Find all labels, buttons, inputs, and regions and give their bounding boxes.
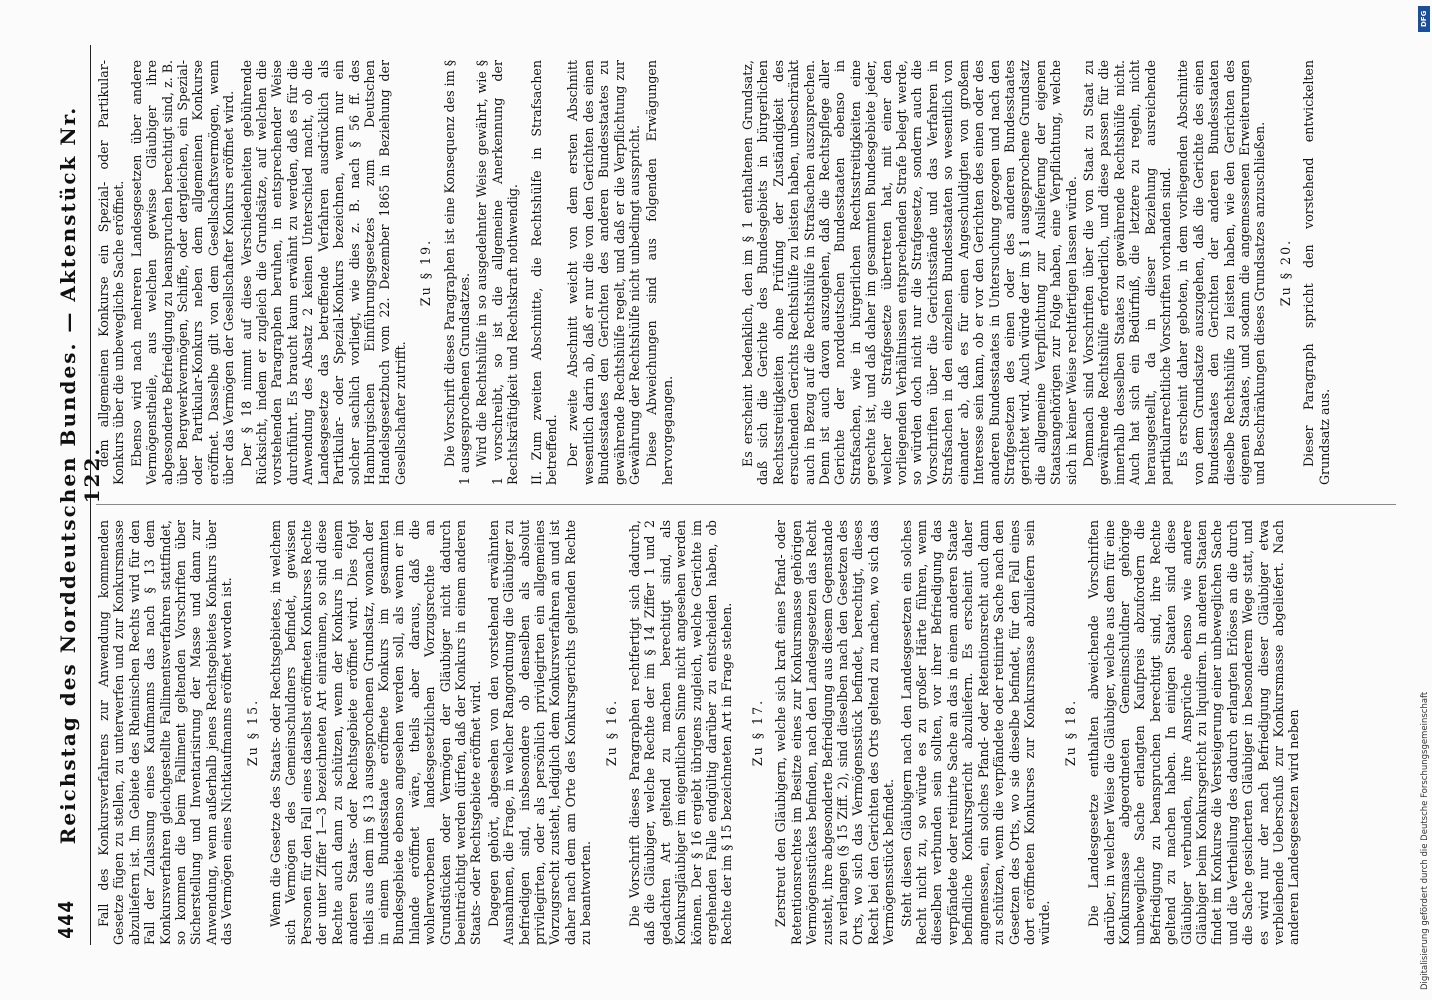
- right-column-lower: [740, 60, 1400, 485]
- paragraph: Zerstreut den Gläubigern, welche sich kraft eines Pfand- oder Retentionsrechtes im Besitze eines zur Konkursmasse gehörigen Vermögensstückes befinden, nach den Landesgesetzen das Recht zusteht, ihre abgesonderte Befriedigung aus diesem Gegenstande zu verlangen (§ 15 Ziff. 2), sind dieselben nach den Gesetzen des Orts, wo sich das Vermögensstück befindet, berechtigt, dieses Recht bei den Gerichten des Orts geltend zu machen, wo sich das Vermögensstück befindet.: [773, 520, 897, 945]
- paragraph: dem allgemeinen Konkurse ein Spezial- oder Partikular-Konkurs über die unbewegliche Sache eröffnet.: [96, 60, 127, 485]
- right-column: [96, 60, 716, 485]
- section-heading: Zu § 16.: [603, 698, 619, 767]
- digitization-credit: Digitalisierung gefördert durch die Deutsche Forschungsgemeinschaft: [1420, 691, 1430, 990]
- paragraph: Es erscheint daher geboten, in dem vorliegenden Abschnitte von dem Grundsatze auszugehen, daß die Gerichte des einen Bundesstaates den Gerichten der anderen Bundesstaaten dieselbe Rechtshülfe zu leisten haben, wie den Gerichten des eigenen Staates, und sodann die angemessenen Erweiterungen und Beschränkungen dieses Grundsatzes anzuschließen.: [1175, 60, 1268, 485]
- left-column: [96, 520, 735, 945]
- section-heading: Zu § 20.: [1277, 238, 1293, 307]
- paragraph: Ebenso wird nach mehreren Landesgesetzen über andere Vermögenstheile, aus welchen gewisse Gläubiger ihre abgesonderte Befriedigung zu beanspruchen berechtigt sind, z. B. über Bergwerkvermögen, Schiffe, oder dergleichen, ein Spezial- oder Partikular-Konkurs neben dem allgemeinen Konkurse eröffnet. Dasselbe gilt von dem Gesellschaftsvermögen, wenn über das Vermögen der Gesellschafter Konkurs eröffnet wird.: [128, 60, 237, 485]
- paragraph: Die Vorschrift dieses Paragraphen rechtfertigt sich dadurch, daß die Gläubiger, welche Rechte der im § 14 Ziffer 1 und 2 gedachten Art geltend zu machen berechtigt sind, als Konkursgläubiger im eigentlichen Sinne nicht angesehen werden können. Der § 16 ergiebt übrigens zugleich, welche Gerichte im ergehenden Falle endgültig darüber zu entscheiden haben, ob Rechte der im § 15 bezeichneten Art in Frage stehen.: [627, 520, 735, 945]
- dfg-logo: DFG: [1418, 6, 1430, 32]
- paragraph: Es erscheint bedenklich, den im § 1 enthaltenen Grundsatz, daß sich die Gerichte des Bundesgebiets in bürgerlichen Rechtsstreitigkeiten ohne Prüfung der Zuständigkeit des ersuchenden Gerichts Rechtshülfe zu leisten haben, unbeschränkt auch in Bezug auf die Rechtshülfe in Strafsachen auszusprechen. Denn ist auch davon auszugehen, daß die Rechtspflege aller Gerichte der norddeutschen Bundesstaaten ebenso in Strafsachen, wie in bürgerlichen Rechtsstreitigkeiten eine gerechte ist, und daß daher im gesammten Bundesgebiete jeder, welcher die Strafgesetze übertreten hat, mit einer den vorliegenden Verhältnissen entsprechenden Strafe belegt werde, so würden doch nicht nur die Strafgesetze, sondern auch die Vorschriften über die Gerichtsstände und das Verfahren in Strafsachen in den einzelnen Bundesstaaten so wesentlich von einander ab, daß es für einen Angeschuldigten von großem Interesse sein kann, ob er vor den Gerichten des einen oder des anderen Bundesstaates in Untersuchung gezogen und nach den Strafgesetzen des einen oder des anderen Bundesstaates gerichtet wird. Auch würde der im § 1 ausgesprochene Grundsatz die allgemeine Verpflichtung zur Auslieferung der eigenen Staatsangehörigen zur Folge haben, eine Verpflichtung, welche sich in keiner Weise rechtfertigen lassen würde.: [740, 60, 1079, 485]
- paragraph: Die Vorschrift dieses Paragraphen ist eine Konsequenz des im § 1 ausgesprochenen Grundsatzes.: [441, 60, 472, 485]
- paragraph: Diese Abweichungen sind aus folgenden Erwägungen hervorgegangen.: [644, 60, 675, 485]
- paragraph: Der § 18 nimmt auf diese Verschiedenheiten gebührende Rücksicht, indem er zugleich die Grundsätze, auf welchen die vorstehenden Paragraphen beruhen, in entsprechender Weise durchführt. Es braucht kaum erwähnt zu werden, daß es für die Anwendung des Absatz 2 keinen Unterschied macht, ob die Landesgesetze das betreffende Verfahren ausdrücklich als Partikular- oder Spezial-Konkurs bezeichnen, wenn nur ein solcher sachlich vorliegt, wie dies z. B. nach § 56 ff. des Hamburgischen Einführungsgesetzes zum Deutschen Handelsgesetzbuch vom 22. Dezember 1865 in Beziehung der Gesellschafter zutrifft.: [238, 60, 408, 485]
- paragraph: Fall des Konkursverfahrens zur Anwendung kommenden Gesetze fügen zu stellen, zu unterwerfen und zur Konkursmasse abzuliefern ist. Im Gebiete des Rheinischen Rechts wird für den Fall der Zulassung eines Kaufmanns das nach § 13 dem Konkursverfahren gleichgestellte Fallimentsverfahren stattfindet, so kommen die beim Falliment geltenden Vorschriften über Sicherstellung und Inventarisirung der Masse und dann zur Anwendung, wenn außerhalb jenes Rechtsgebietes Konkurs über das Vermögen eines Nichtkaufmanns eröffnet worden ist.: [96, 520, 235, 945]
- paragraph: Dieser Paragraph spricht den vorstehend entwickelten Grundsatz aus.: [1301, 60, 1332, 485]
- running-title: Reichstag des Norddeutschen Bundes. — Aktenstück Nr. 122.: [56, 105, 104, 845]
- paragraph: Dagegen gehört, abgesehen von den vorstehend erwähnten Ausnahmen, die Frage, in welcher Rangordnung die Gläubiger zu befriedigen sind, insbesondere ob denselben als absolut privilegirten, oder als persönlich privilegirten ein allgemeines Vorzugsrecht zusteht, lediglich dem Konkursverfahren an und ist daher nach dem am Orte des Konkursgerichts geltenden Rechte zu beantworten.: [485, 520, 594, 945]
- paragraph: Die Landesgesetze enthalten abweichende Vorschriften darüber, in welcher Weise die Gläubiger, welche aus dem für eine Konkursmasse abgeordneten Gemeinschuldner gehörige unbewegliche Sache erlangten Kaufpreis abzufordern die Befriedigung zu beanspruchen berechtigt sind, ihre Rechte geltend zu machen haben. In einigen Staaten sind diese Gläubiger verbunden, ihre Ansprüche ebenso wie andere Gläubiger beim Konkursgericht zu liquidiren. In anderen Staaten findet im Konkurse die Versteigerung einer unbeweglichen Sache und die Vertheilung des dadurch erlangten Erlöses an die durch die Sache gesicherten Gläubiger in besonderem Wege statt, und es wird nur der nach Befriedigung dieser Gläubiger etwa verbleibende Ueberschuß zur Konkursmasse abgeliefert. Nach anderen Landesgesetzen wird neben: [1086, 520, 1302, 945]
- paragraph: Demnach sind Vorschriften über die von Staat zu Staat zu gewährende Rechtshülfe erforderlich, und diese passen für die innerhalb desselben Staates zu gewährende Rechtshülfe nicht. Auch hat sich ein Bedürfniß, die letztere zu regeln, nicht herausgestellt, da in dieser Beziehung ausreichende partikularrechtliche Vorschriften vorhanden sind.: [1080, 60, 1173, 485]
- paragraph: Der zweite Abschnitt weicht von dem ersten Abschnitt wesentlich darin ab, daß er nur die von den Gerichten des einen Bundesstaates den Gerichten des anderen Bundesstaates zu gewährende Rechtshülfe regelt, und daß er die Verpflichtung zur Gewährung der Rechtshülfe nicht unbedingt ausspricht.: [565, 60, 642, 485]
- section-heading: Zu § 18.: [1062, 698, 1078, 767]
- section-heading: Zu § 17.: [750, 698, 765, 767]
- paragraph: Steht diesen Gläubigern nach den Landesgesetzen ein solches Recht nicht zu, so würde es zu großer Härte führen, wenn dieselben verbunden sein sollten, vor ihrer Befriedigung das verpfändete oder retinirte Sache an das in einem anderen Staate befindliche Konkursgericht abzuliefern. Es erscheint daher angemessen, ein solches Pfand- oder Retentionsrecht auch dann zu schützen, wenn die verpfändete oder retinirte Sache nach den Gesetzen des Orts, wo sie dieselbe befindet, für den Fall eines dort eröffneten Konkurses zur Konkursmasse abzuliefern sein würde.: [898, 520, 1053, 945]
- column-divider: [96, 504, 1396, 505]
- chapter-heading: II. Zum zweiten Abschnitte, die Rechtshülfe in Strafsachen betreffend.: [528, 60, 559, 485]
- page-header: [50, 45, 104, 945]
- rotated-page: [50, 45, 1405, 945]
- section-heading: Zu § 15.: [244, 698, 260, 767]
- paragraph: Wird die Rechtshülfe in so ausgedehnter Weise gewährt, wie § 1 vorschreibt, so ist die allgemeine Anerkennung der Rechtskräftigkeit und Rechtskraft nothwendig.: [474, 60, 521, 485]
- section-heading: Zu § 19.: [418, 238, 434, 307]
- left-column-lower: [740, 520, 1400, 945]
- page-number: 444: [54, 899, 78, 939]
- paragraph: Wenn die Gesetze des Staats- oder Rechtsgebietes, in welchem sich Vermögen des Gemeinschuldners befindet, gewissen Personen für den Fall eines daselbst eröffneten Konkurses Rechte der unter Ziffer 1—3 bezeichneten Art einräumen, so sind diese Rechte auch dann zu schützen, wenn der Konkurs in einem anderen Staats- oder Rechtsgebiete eröffnet wird. Dies folgt theils aus dem im § 13 ausgesprochenen Grundsatz, wonach der in einem Bundesstaate eröffnete Konkurs im gesammten Bundesgebiete ebenso angesehen werden soll, als wenn er im Inlande eröffnet wäre, theils aber daraus, daß die wohlerworbenen landesgesetzlichen Vorzugsrechte an Grundstücken oder Vermögen der Gläubiger nicht dadurch beeinträchtigt werden dürfen, daß der Konkurs in einem anderen Staats- oder Rechtsgebiete eröffnet wird.: [268, 520, 484, 945]
